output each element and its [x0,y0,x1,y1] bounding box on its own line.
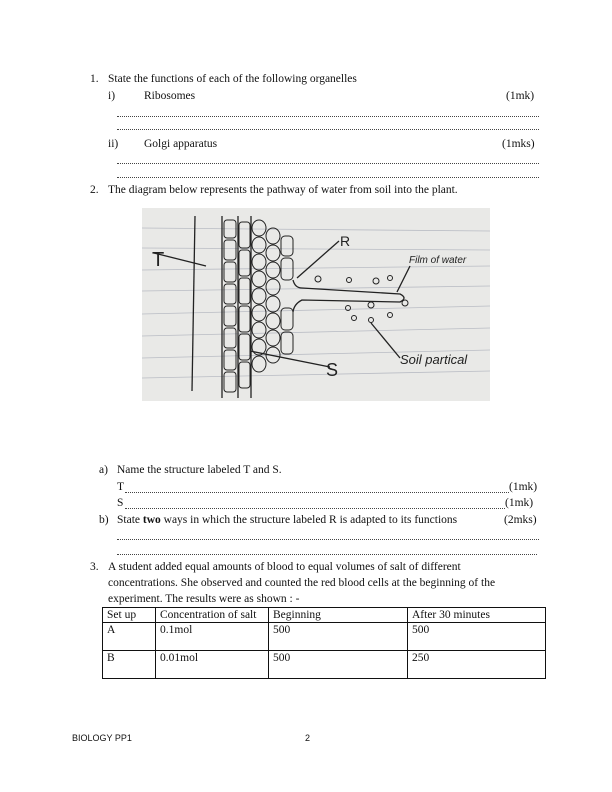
q2b-text [117,514,457,526]
table-cell: 500 [269,651,408,679]
label-r: R [340,233,351,249]
q2b-text-post: ways in which the structure labeled R is adapted to its functions [160,514,458,526]
q1-stem: State the functions of each of the following organelles [108,73,357,85]
table-cell: 0.01mol [156,651,269,679]
answer-line[interactable] [117,554,537,555]
q1-ii-marks: (1mks) [502,138,535,150]
table-cell: 0.1mol [156,623,269,651]
q2-stem: The diagram below represents the pathway of water from soil into the plant. [108,184,458,196]
answer-line[interactable] [117,129,539,130]
q2b-marks: (2mks) [504,514,537,526]
label-t: T [152,249,165,271]
q1-ii-label: ii) [108,138,119,150]
table-cell: A [103,623,156,651]
table-header-row [103,608,546,623]
q2b-label: b) [99,514,109,526]
q3-line-3: experiment. The results were as shown : - [108,593,300,605]
answer-line[interactable] [117,116,539,117]
q2b-text-bold: two [142,514,161,526]
q1-number: 1. [90,73,99,85]
answer-line[interactable] [117,163,539,164]
q2a-t-marks: (1mk) [509,481,538,493]
table-cell: 250 [408,651,546,679]
q3-line-2: concentrations. She observed and counted the red blood cells at the beginning of the [108,577,496,589]
answer-line[interactable] [117,177,539,178]
q2a-label: a) [99,464,108,476]
q2b-text-pre: State [117,514,143,526]
q3-line-1: A student added equal amounts of blood to equal volumes of salt of different [108,561,461,573]
root-hair-diagram [142,208,490,401]
q1-ii-text: Golgi apparatus [144,138,218,150]
results-table [102,607,546,679]
table-cell: 500 [269,623,408,651]
label-soil-particle: Soil partical [400,352,468,367]
label-film-of-water: Film of water [409,255,467,266]
table-row [103,623,546,651]
q1-i-text: Ribosomes [144,90,196,102]
table-header-cell: Beginning [269,608,408,623]
label-s: S [326,360,339,380]
answer-line[interactable] [117,539,539,540]
q1-i-label: i) [108,90,116,102]
page-number: 2 [305,733,311,743]
diagram-sketch-icon [142,208,490,401]
q2a-t-prefix: T [117,481,125,493]
q2a-s-prefix: S [117,497,124,509]
q3-number: 3. [90,561,99,573]
table-header-cell: Concentration of salt [156,608,269,623]
q1-i-marks: (1mk) [506,90,535,102]
table-header-cell: Set up [103,608,156,623]
footer-subject: BIOLOGY PP1 [72,733,132,743]
table-row [103,651,546,679]
table-header-cell: After 30 minutes [408,608,546,623]
q2-number: 2. [90,184,99,196]
q2a-s-marks: (1mk) [505,497,534,509]
q2a-text: Name the structure labeled T and S. [117,464,282,476]
answer-line-t[interactable] [125,492,509,493]
answer-line-s[interactable] [125,508,505,509]
table-cell: B [103,651,156,679]
table-cell: 500 [408,623,546,651]
